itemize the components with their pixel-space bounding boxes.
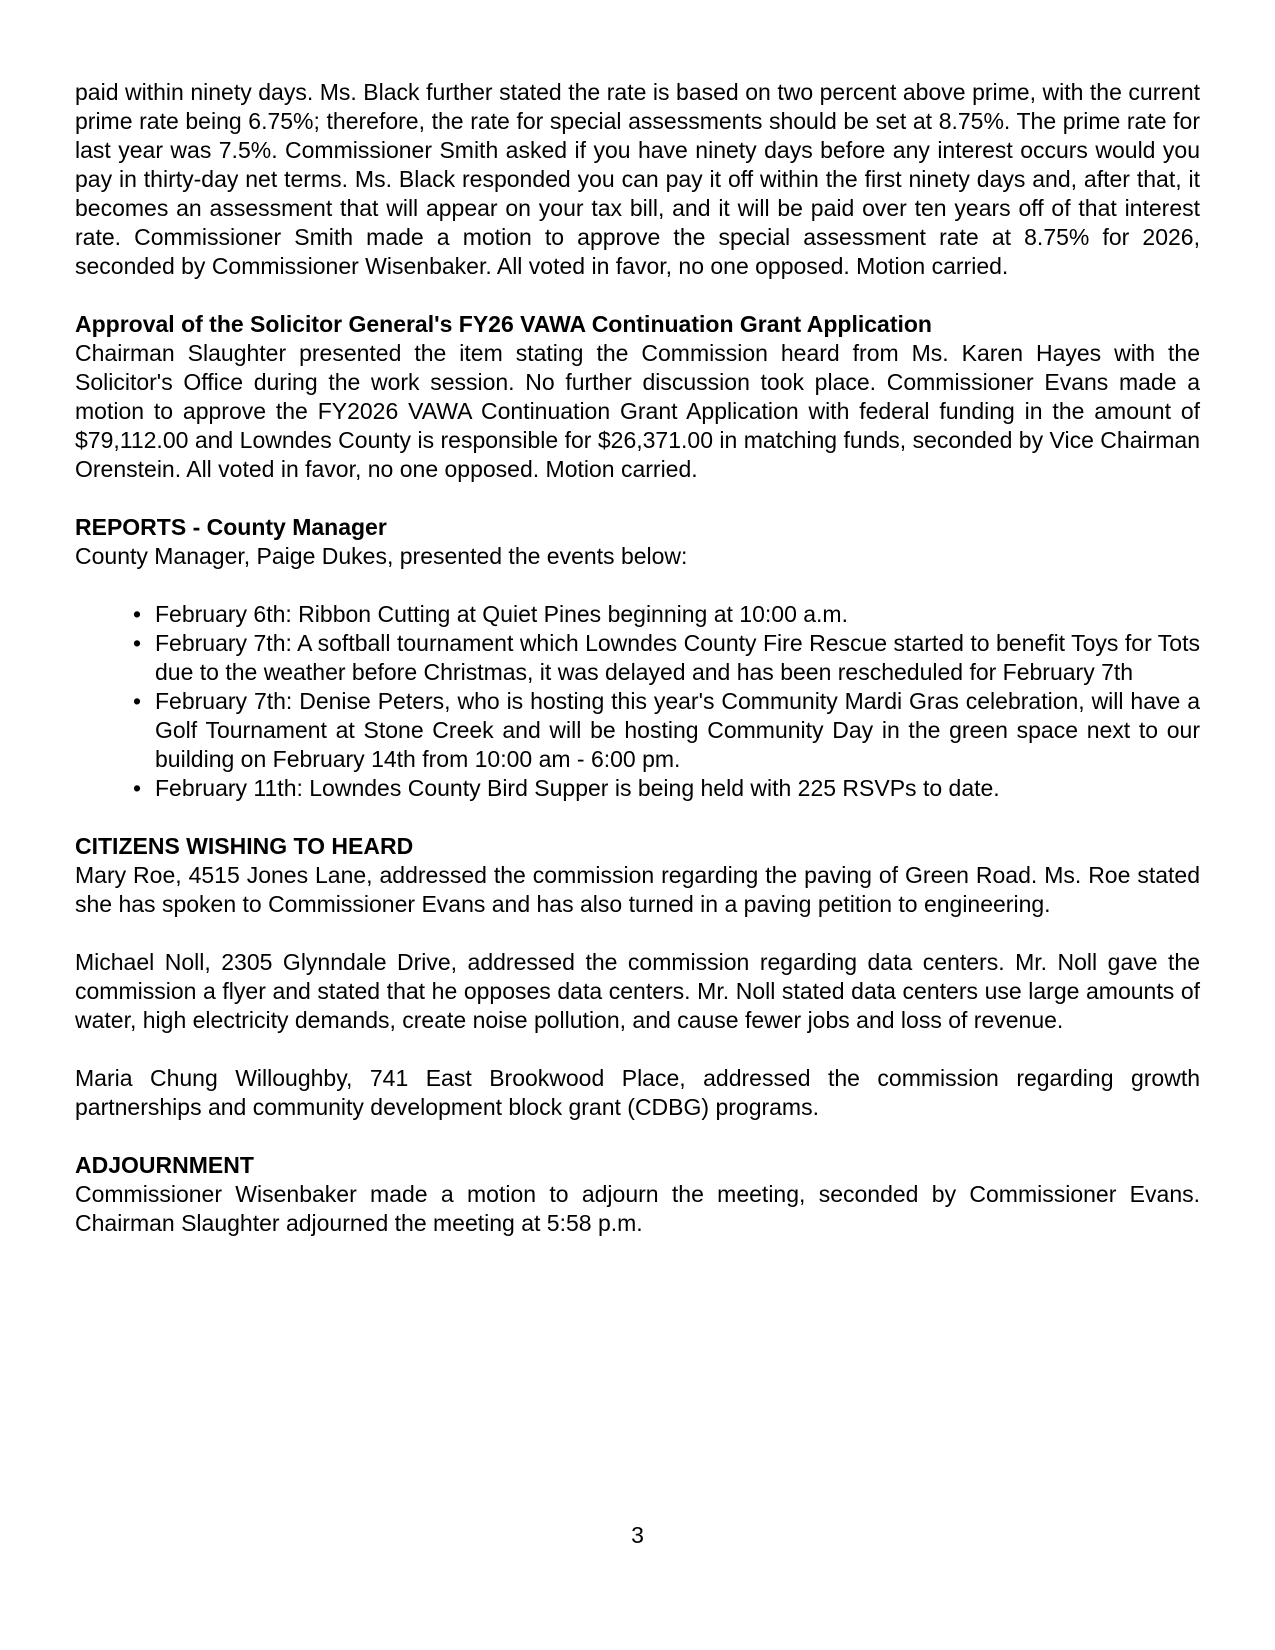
bullet-icon: • (133, 601, 142, 627)
bullet-icon: • (133, 688, 142, 714)
events-bullet-list (75, 600, 1200, 803)
list-item-text: February 6th: Ribbon Cutting at Quiet Pines beginning at 10:00 a.m. (155, 601, 848, 627)
continuation-paragraph: paid within ninety days. Ms. Black further stated the rate is based on two percent above prime, with the current prime rate being 6.75%; therefore, the rate for special assessments should be set at 8.75%. The prime rate for last year was 7.5%. Commissioner Smith asked if you have ninety days before any interest occurs would you pay in thirty-day net terms. Ms. Black responded you can pay it off within the first ninety days and, after that, it becomes an assessment that will appear on your tax bill, and it will be paid over ten years off of that interest rate. Commissioner Smith made a motion to approve the special assessment rate at 8.75% for 2026, seconded by Commissioner Wisenbaker. All voted in favor, no one opposed. Motion carried. (75, 79, 1200, 279)
list-item-text: February 11th: Lowndes County Bird Supper is being held with 225 RSVPs to date. (155, 775, 1000, 801)
vawa-grant-paragraph: Chairman Slaughter presented the item stating the Commission heard from Ms. Karen Hayes with the Solicitor's Office during the work session. No further discussion took place. Commissioner Evans made a motion to approve the FY2026 VAWA Continuation Grant Application with federal funding in the amount of $79,112.00 and Lowndes County is responsible for $26,371.00 in matching funds, seconded by Vice Chairman Orenstein. All voted in favor, no one opposed. Motion carried. (75, 340, 1200, 482)
section-heading-adjournment: ADJOURNMENT (75, 1152, 254, 1178)
citizens-paragraph-michael-noll: Michael Noll, 2305 Glynndale Drive, addressed the commission regarding data centers. Mr. Noll gave the commission a flyer and stated that he opposes data centers. Mr. Noll stated data centers use large amounts of water, high electricity demands, create noise pollution, and cause fewer jobs and loss of revenue. (75, 949, 1200, 1033)
bullet-icon: • (133, 775, 142, 801)
list-item (75, 600, 1200, 629)
section-heading-vawa-grant: Approval of the Solicitor General's FY26 VAWA Continuation Grant Application (75, 311, 932, 337)
citizens-paragraph-maria-chung-willoughby: Maria Chung Willoughby, 741 East Brookwood Place, addressed the commission regarding growth partnerships and community development block grant (CDBG) programs. (75, 1065, 1200, 1120)
page-content (75, 78, 1200, 1238)
list-item (75, 629, 1200, 687)
section-heading-reports-county-manager: REPORTS - County Manager (75, 514, 387, 540)
adjournment-paragraph: Commissioner Wisenbaker made a motion to adjourn the meeting, seconded by Commissioner Evans. Chairman Slaughter adjourned the meeting at 5:58 p.m. (75, 1181, 1200, 1236)
citizens-paragraph-mary-roe: Mary Roe, 4515 Jones Lane, addressed the commission regarding the paving of Green Road. Ms. Roe stated she has spoken to Commissioner Evans and has also turned in a paving petition to engineering. (75, 862, 1200, 917)
page-number: 3 (631, 1522, 644, 1548)
list-item (75, 774, 1200, 803)
list-item-text: February 7th: Denise Peters, who is hosting this year's Community Mardi Gras celebration, will have a Golf Tournament at Stone Creek and will be hosting Community Day in the green space next to our building on February 14th from 10:00 am - 6:00 pm. (155, 688, 1200, 772)
list-item (75, 687, 1200, 774)
list-item-text: February 7th: A softball tournament which Lowndes County Fire Rescue started to benefit Toys for Tots due to the weather before Christmas, it was delayed and has been rescheduled for February 7th (155, 630, 1200, 685)
reports-intro-paragraph: County Manager, Paige Dukes, presented the events below: (75, 543, 688, 569)
bullet-icon: • (133, 630, 142, 656)
section-heading-citizens-wishing-to-heard: CITIZENS WISHING TO HEARD (75, 833, 414, 859)
